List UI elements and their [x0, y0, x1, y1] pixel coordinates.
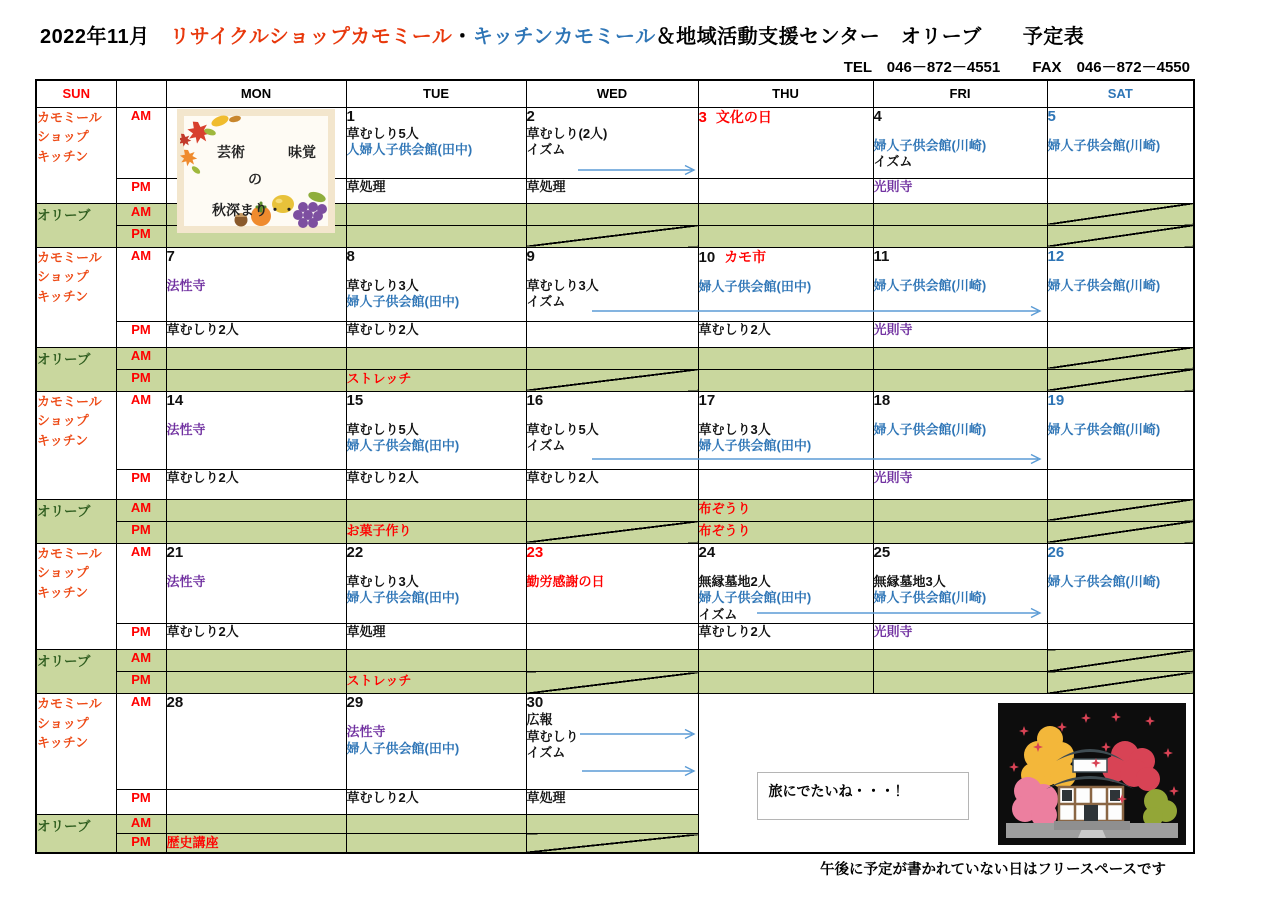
day-header-TUE: TUE — [346, 80, 526, 107]
day-pm-cell — [526, 469, 698, 499]
schedule-entry: イズム — [873, 154, 913, 169]
schedule-entry: 光則寺 — [873, 321, 913, 337]
schedule-entry: 光則寺 — [873, 469, 913, 485]
schedule-entry: 婦人子供会館(川崎) — [873, 137, 987, 153]
day-number: 17 — [698, 391, 716, 409]
olive-pm-label: PM — [116, 834, 166, 853]
day-cell — [873, 247, 1047, 321]
schedule-entry: イズム — [526, 438, 566, 453]
day-header-WED: WED — [526, 80, 698, 107]
day-pm-cell — [166, 469, 346, 499]
day-cell — [526, 543, 698, 624]
day-number: 11 — [873, 247, 890, 265]
day-number: 14 — [166, 391, 184, 409]
contact-line — [844, 56, 1190, 77]
day-pm-cell — [346, 469, 526, 499]
olive-am-cell — [698, 499, 873, 521]
day-number: 18 — [873, 391, 891, 409]
day-cell — [166, 247, 346, 321]
autumn-temple-illustration — [998, 703, 1186, 845]
olive-am-cell — [526, 347, 698, 369]
olive-am-cell — [526, 499, 698, 521]
schedule-entry: 婦人子供会館(川崎) — [1047, 137, 1161, 153]
day-holiday-label: カモ市 — [724, 248, 767, 265]
day-number: 10 カモ市 — [698, 248, 767, 266]
day-pm-cell — [873, 178, 1047, 203]
day-cell — [526, 391, 698, 469]
day-number: 12 — [1047, 247, 1065, 265]
day-number: 3 文化の日 — [698, 108, 772, 126]
olive-am-cell — [873, 650, 1047, 672]
schedule-entry: 法性寺 — [346, 724, 386, 739]
day-number: 19 — [1047, 391, 1065, 409]
day-cell — [873, 107, 1047, 178]
olive-row-label: オリーブ — [36, 203, 116, 247]
olive-am-row — [36, 347, 1194, 369]
schedule-entry: 草処理 — [526, 790, 566, 805]
schedule-entry: 草むしり2人 — [346, 469, 419, 485]
chamomile-label-line: ショップ — [37, 129, 89, 144]
day-cell — [1047, 247, 1194, 321]
day-cell — [698, 391, 873, 469]
day-cell — [873, 543, 1047, 624]
day-pm-cell — [873, 469, 1047, 499]
tel-number: TEL 046－872－4551 — [843, 59, 1001, 76]
day-header-MON: MON — [166, 80, 346, 107]
day-cell — [166, 694, 346, 790]
day-number: 4 — [873, 107, 882, 125]
olive-am-cell — [873, 203, 1047, 225]
schedule-entry: 草むしり5人 — [346, 421, 419, 437]
olive-pm-cell — [166, 834, 346, 853]
olive-am-cell — [1047, 347, 1194, 369]
schedule-entry: 草むしり2人 — [166, 321, 239, 337]
olive-pm-cell — [346, 672, 526, 694]
pm-label: PM — [116, 624, 166, 650]
olive-activity: 歴史講座 — [166, 835, 219, 850]
olive-pm-label: PM — [116, 521, 166, 543]
week-pm-row — [36, 469, 1194, 499]
day-number: 5 — [1047, 107, 1056, 125]
olive-pm-cell — [698, 672, 873, 694]
day-cell — [346, 107, 526, 178]
fax-number: FAX 046－872－4550 — [1032, 59, 1190, 76]
schedule-entry: 婦人子供会館(田中) — [346, 438, 460, 453]
schedule-entry: 草むしり — [526, 728, 579, 744]
olive-activity: お菓子作り — [346, 522, 412, 538]
free-space-cell — [698, 694, 1194, 853]
schedule-entry: 光則寺 — [873, 624, 913, 639]
olive-am-cell — [166, 815, 346, 834]
day-number: 9 — [526, 247, 535, 265]
week-am-row — [36, 694, 1194, 790]
schedule-entry: 法性寺 — [166, 573, 206, 589]
olive-am-cell — [346, 347, 526, 369]
schedule-entry: 婦人子供会館(田中) — [698, 278, 812, 294]
day-cell — [873, 391, 1047, 469]
schedule-entry: 法性寺 — [166, 277, 206, 293]
title-rest: ＆地域活動支援センター オリーブ 予定表 — [655, 26, 1085, 48]
am-label: AM — [116, 247, 166, 321]
day-number: 8 — [346, 247, 355, 265]
olive-pm-cell — [1047, 672, 1194, 694]
olive-pm-cell — [526, 834, 698, 853]
olive-am-row — [36, 650, 1194, 672]
title-dot: ・ — [452, 26, 473, 48]
chamomile-row-label — [36, 694, 116, 815]
chamomile-label-line: カモミール — [37, 696, 102, 711]
schedule-entry: 草むしり2人 — [166, 469, 239, 485]
chamomile-row-label — [36, 543, 116, 650]
day-number: 30 — [526, 694, 544, 711]
day-number: 7 — [166, 247, 175, 265]
schedule-entry: 草むしり2人 — [526, 469, 599, 485]
schedule-entry: 草むしり2人 — [346, 790, 419, 805]
olive-am-cell — [1047, 650, 1194, 672]
olive-am-cell — [873, 499, 1047, 521]
day-cell — [698, 107, 873, 178]
olive-pm-cell — [873, 672, 1047, 694]
day-number: 28 — [166, 694, 184, 711]
day-cell — [1047, 107, 1194, 178]
olive-am-row — [36, 499, 1194, 521]
schedule-entry: 婦人子供会館(田中) — [698, 438, 812, 453]
olive-am-cell — [166, 499, 346, 521]
footer-note: 午後に予定が書かれていない日はフリースペースです — [820, 862, 1166, 878]
header-row — [36, 80, 1194, 107]
day-cell — [526, 107, 698, 178]
schedule-entry: 無縁墓地3人 — [873, 573, 946, 589]
schedule-entry: 婦人子供会館(田中) — [346, 740, 460, 756]
olive-pm-label: PM — [116, 225, 166, 247]
day-number: 1 — [346, 107, 355, 125]
week-pm-row — [36, 624, 1194, 650]
olive-am-cell — [346, 650, 526, 672]
autumn-artwork — [177, 109, 335, 233]
chamomile-label-line: キッチン — [37, 735, 89, 750]
day-pm-cell — [1047, 469, 1194, 499]
olive-am-cell — [1047, 499, 1194, 521]
olive-activity: ストレッチ — [346, 370, 412, 386]
day-pm-cell — [166, 790, 346, 815]
schedule-entry: 婦人子供会館(田中) — [346, 590, 460, 605]
schedule-entry: イズム — [526, 294, 566, 309]
schedule-entry: 草むしり3人 — [346, 573, 419, 589]
am-label: AM — [116, 391, 166, 469]
olive-pm-cell — [166, 521, 346, 543]
day-pm-cell — [698, 624, 873, 650]
day-cell — [698, 247, 873, 321]
schedule-entry: 草むしり2人 — [698, 321, 771, 337]
olive-pm-cell — [526, 672, 698, 694]
olive-pm-cell — [873, 521, 1047, 543]
day-cell — [166, 543, 346, 624]
am-label: AM — [116, 543, 166, 624]
olive-am-cell — [346, 203, 526, 225]
olive-pm-cell — [346, 369, 526, 391]
olive-am-cell — [526, 815, 698, 834]
day-pm-cell — [1047, 178, 1194, 203]
olive-am-label: AM — [116, 347, 166, 369]
day-number: 23 — [526, 543, 544, 561]
schedule-entry: 人婦人子供会館(田中) — [346, 142, 473, 157]
olive-pm-row — [36, 672, 1194, 694]
schedule-entry: 法性寺 — [166, 421, 206, 437]
olive-pm-cell — [346, 834, 526, 853]
olive-pm-cell — [1047, 225, 1194, 247]
day-number: 16 — [526, 391, 544, 409]
page-title — [40, 20, 1084, 49]
olive-pm-cell — [526, 225, 698, 247]
schedule-entry: 勤労感謝の日 — [526, 573, 605, 589]
schedule-entry: 草むしり3人 — [526, 277, 599, 293]
olive-activity: ストレッチ — [346, 673, 412, 688]
day-number: 2 — [526, 107, 535, 125]
schedule-entry: 婦人子供会館(川崎) — [1047, 277, 1161, 293]
day-cell — [698, 543, 873, 624]
olive-row-label: オリーブ — [36, 815, 116, 853]
day-header-SAT: SAT — [1047, 80, 1194, 107]
day-pm-cell — [873, 624, 1047, 650]
schedule-entry: 婦人子供会館(川崎) — [873, 277, 987, 293]
day-pm-cell — [346, 790, 526, 815]
artwork-text-mikaku: 味覚 — [288, 144, 316, 160]
olive-am-cell — [526, 203, 698, 225]
day-number: 22 — [346, 543, 364, 561]
title-shop: リサイクルショップカモミール — [169, 26, 453, 48]
schedule-entry: 婦人子供会館(田中) — [698, 590, 812, 605]
day-number: 15 — [346, 391, 364, 409]
olive-am-label: AM — [116, 815, 166, 834]
week-am-row — [36, 543, 1194, 624]
schedule-entry: 婦人子供会館(川崎) — [873, 421, 987, 437]
olive-pm-cell — [1047, 369, 1194, 391]
schedule-entry: 草むしり5人 — [346, 125, 419, 141]
chamomile-label-line: カモミール — [37, 109, 102, 125]
olive-pm-cell — [526, 369, 698, 391]
olive-am-cell — [346, 815, 526, 834]
schedule-entry: 草むしり2人 — [346, 321, 419, 337]
chamomile-label-line: キッチン — [37, 288, 89, 304]
pm-label: PM — [116, 178, 166, 203]
day-cell — [346, 694, 526, 790]
schedule-entry: 草むしり(2人) — [526, 125, 608, 141]
schedule-entry: 光則寺 — [873, 178, 913, 194]
olive-pm-cell — [166, 672, 346, 694]
day-cell — [526, 247, 698, 321]
chamomile-label-line: ショップ — [37, 413, 89, 428]
schedule-entry: 草むしり3人 — [698, 421, 771, 437]
olive-am-label: AM — [116, 499, 166, 521]
olive-pm-cell — [166, 369, 346, 391]
artwork-text-geijutsu: 芸術 — [217, 144, 245, 160]
artwork-text-akifukamari: 秋深まり・・ — [212, 202, 296, 218]
schedule-entry: 草むしり2人 — [698, 624, 771, 639]
day-pm-cell — [526, 790, 698, 815]
day-cell — [166, 391, 346, 469]
olive-pm-cell — [698, 521, 873, 543]
title-month: 2022年11月 — [40, 26, 150, 48]
olive-pm-cell — [873, 369, 1047, 391]
week-pm-row — [36, 321, 1194, 347]
olive-am-cell — [526, 650, 698, 672]
chamomile-label-line: ショップ — [37, 269, 89, 284]
pm-label: PM — [116, 469, 166, 499]
olive-pm-cell — [526, 521, 698, 543]
schedule-entry: 草処理 — [346, 178, 386, 194]
schedule-entry: 広報 — [526, 712, 553, 727]
schedule-entry: 草むしり2人 — [166, 624, 239, 639]
olive-am-cell — [166, 347, 346, 369]
chamomile-label-line: キッチン — [37, 584, 89, 600]
day-pm-cell — [873, 321, 1047, 347]
am-label: AM — [116, 107, 166, 178]
schedule-entry: イズム — [526, 142, 566, 157]
olive-am-cell — [698, 347, 873, 369]
schedule-entry: イズム — [698, 606, 738, 622]
day-pm-cell — [526, 624, 698, 650]
day-header-FRI: FRI — [873, 80, 1047, 107]
olive-pm-cell — [1047, 521, 1194, 543]
olive-am-cell — [346, 499, 526, 521]
olive-pm-label: PM — [116, 672, 166, 694]
day-number: 25 — [873, 543, 891, 561]
chamomile-label-line: カモミール — [37, 393, 102, 409]
schedule-entry: 婦人子供会館(川崎) — [1047, 573, 1161, 589]
day-number: 21 — [166, 543, 184, 561]
week-am-row — [36, 247, 1194, 321]
olive-pm-row — [36, 369, 1194, 391]
olive-am-cell — [873, 347, 1047, 369]
day-pm-cell — [346, 624, 526, 650]
olive-row-label: オリーブ — [36, 650, 116, 694]
chamomile-label-line: カモミール — [37, 545, 102, 561]
olive-activity: 布ぞうり — [698, 500, 751, 516]
day-number: 24 — [698, 543, 716, 561]
day-number: 29 — [346, 694, 364, 711]
day-pm-cell — [526, 321, 698, 347]
speech-text: 旅にでたいね・・・！ — [768, 783, 909, 799]
day-pm-cell — [346, 321, 526, 347]
chamomile-row-label — [36, 391, 116, 499]
title-kitchen: キッチンカモミール — [472, 26, 656, 48]
day-pm-cell — [526, 178, 698, 203]
chamomile-label-line: カモミール — [37, 249, 102, 265]
olive-activity: 布ぞうり — [698, 522, 751, 538]
olive-pm-cell — [873, 225, 1047, 247]
pm-label: PM — [116, 790, 166, 815]
schedule-entry: 婦人子供会館(田中) — [346, 294, 460, 309]
schedule-entry: 草むしり5人 — [526, 421, 599, 437]
day-cell — [1047, 543, 1194, 624]
day-header-spacer — [116, 80, 166, 107]
olive-pm-cell — [698, 225, 873, 247]
olive-am-cell — [698, 650, 873, 672]
day-pm-cell — [1047, 321, 1194, 347]
chamomile-label-line: ショップ — [37, 565, 89, 580]
day-holiday-label: 文化の日 — [715, 108, 772, 125]
day-header-SUN: SUN — [36, 80, 116, 107]
day-pm-cell — [346, 178, 526, 203]
am-label: AM — [116, 694, 166, 790]
schedule-entry: 婦人子供会館(川崎) — [1047, 421, 1161, 437]
schedule-entry: 婦人子供会館(川崎) — [873, 590, 987, 605]
chamomile-label-line: キッチン — [37, 148, 89, 164]
day-cell — [346, 543, 526, 624]
chamomile-row-label — [36, 247, 116, 347]
olive-am-label: AM — [116, 203, 166, 225]
speech-box — [757, 772, 969, 820]
day-pm-cell — [166, 321, 346, 347]
day-number: 26 — [1047, 543, 1065, 561]
day-cell — [346, 391, 526, 469]
olive-pm-cell — [346, 521, 526, 543]
schedule-entry: 草むしり3人 — [346, 277, 419, 293]
day-header-THU: THU — [698, 80, 873, 107]
chamomile-label-line: ショップ — [37, 715, 89, 731]
day-pm-cell — [1047, 624, 1194, 650]
schedule-entry: イズム — [526, 745, 566, 760]
day-pm-cell — [166, 624, 346, 650]
olive-am-label: AM — [116, 650, 166, 672]
olive-pm-row — [36, 521, 1194, 543]
olive-pm-cell — [346, 225, 526, 247]
olive-pm-cell — [698, 369, 873, 391]
schedule-entry: 草処理 — [346, 624, 386, 639]
schedule-entry: 無縁墓地2人 — [698, 573, 771, 589]
day-pm-cell — [698, 469, 873, 499]
olive-row-label: オリーブ — [36, 499, 116, 543]
olive-am-cell — [698, 203, 873, 225]
day-pm-cell — [698, 321, 873, 347]
olive-row-label: オリーブ — [36, 347, 116, 391]
artwork-text-no: の — [248, 171, 262, 187]
olive-am-cell — [1047, 203, 1194, 225]
schedule-entry: 草処理 — [526, 178, 566, 194]
olive-pm-label: PM — [116, 369, 166, 391]
pm-label: PM — [116, 321, 166, 347]
olive-am-cell — [166, 650, 346, 672]
day-pm-cell — [698, 178, 873, 203]
day-cell — [346, 247, 526, 321]
week-am-row — [36, 391, 1194, 469]
chamomile-row-label — [36, 107, 116, 203]
day-cell — [526, 694, 698, 790]
day-cell — [1047, 391, 1194, 469]
chamomile-label-line: キッチン — [37, 432, 89, 448]
